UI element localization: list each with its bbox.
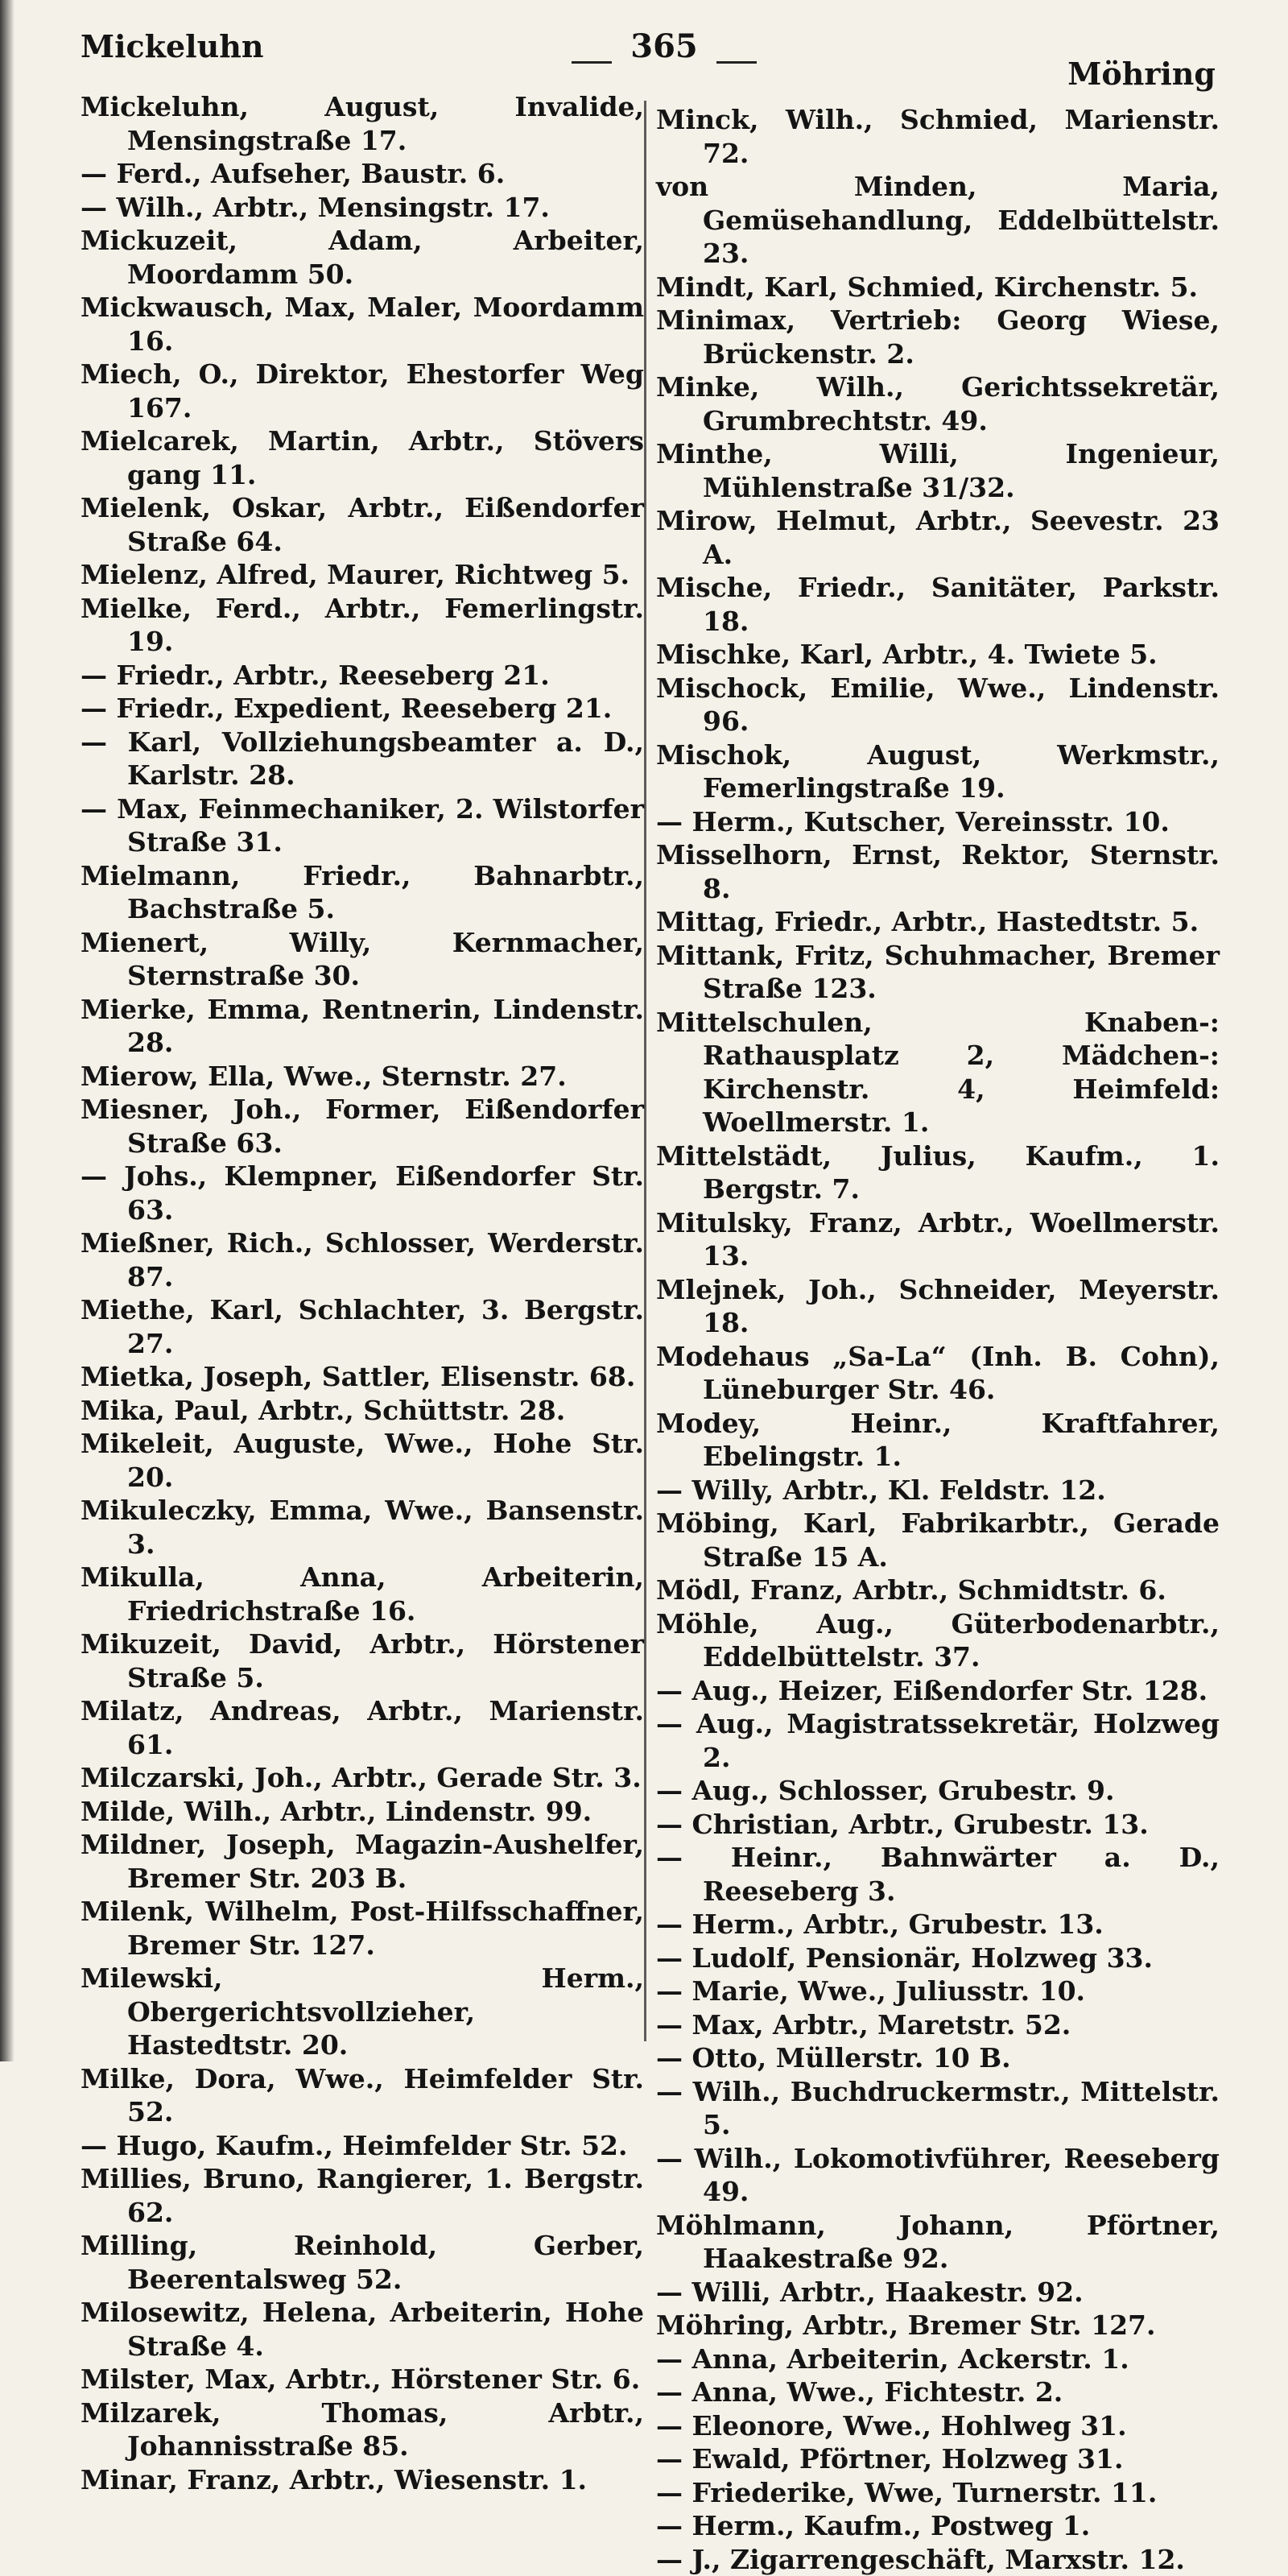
directory-entry: — Wilh., Lokomotivführer, Reeseberg 49.	[656, 2142, 1220, 2209]
directory-entry: — Marie, Wwe., Juliusstr. 10.	[656, 1974, 1220, 2008]
directory-entry: — Wilh., Arbtr., Mensingstr. 17.	[80, 191, 644, 225]
directory-entry: — Willi, Arbtr., Haakestr. 92.	[656, 2276, 1220, 2309]
directory-entry: Miesner, Joh., Former, Eißendorfer Straße 63.	[80, 1093, 644, 1160]
left-column	[80, 90, 644, 2496]
directory-entry: Miech, O., Direktor, Ehestorfer Weg 167.	[80, 358, 644, 424]
header-first-entry: Mickeluhn	[80, 23, 263, 71]
directory-entry: Minimax, Vertrieb: Georg Wiese, Brückenstr. 2.	[656, 304, 1220, 370]
directory-entry: — Christian, Arbtr., Grubestr. 13.	[656, 1808, 1220, 1842]
directory-entry: — Anna, Wwe., Fichtestr. 2.	[656, 2375, 1220, 2409]
directory-entry: — Max, Feinmechaniker, 2. Wilstorfer Straße 31.	[80, 792, 644, 859]
directory-entry: Mittag, Friedr., Arbtr., Hastedtstr. 5.	[656, 905, 1220, 939]
directory-entry: — Ewald, Pförtner, Holzweg 31.	[656, 2442, 1220, 2476]
directory-entry: Milewski, Herm., Obergerichtsvollzieher, Hastedtstr. 20.	[80, 1962, 644, 2062]
directory-entry: Mischke, Karl, Arbtr., 4. Twiete 5.	[656, 638, 1220, 672]
directory-entry: Mickeluhn, August, Invalide, Mensingstraße 17.	[80, 90, 644, 157]
directory-entry: — Friedr., Expedient, Reeseberg 21.	[80, 692, 644, 726]
directory-entry: Mielcarek, Martin, Arbtr., Stövers gang 11.	[80, 424, 644, 491]
directory-entry: Mlejnek, Joh., Schneider, Meyerstr. 18.	[656, 1273, 1220, 1340]
directory-entry: — Wilh., Buchdruckermstr., Mittelstr. 5.	[656, 2075, 1220, 2142]
directory-entry: Milosewitz, Helena, Arbeiterin, Hohe Straße 4.	[80, 2296, 644, 2363]
directory-entry: Mildner, Joseph, Magazin-Aushelfer, Bremer Str. 203 B.	[80, 1828, 644, 1895]
directory-entry: Modehaus „Sa-La“ (Inh. B. Cohn), Lüneburger Str. 46.	[656, 1340, 1220, 1407]
directory-entry: Möhlmann, Johann, Pförtner, Haakestraße 92.	[656, 2209, 1220, 2276]
directory-entry: Mierke, Emma, Rentnerin, Lindenstr. 28.	[80, 993, 644, 1060]
directory-entry: Mische, Friedr., Sanitäter, Parkstr. 18.	[656, 571, 1220, 638]
directory-entry: — Heinr., Bahnwärter a. D., Reeseberg 3.	[656, 1841, 1220, 1908]
directory-entry: — Max, Arbtr., Maretstr. 52.	[656, 2008, 1220, 2042]
directory-entry: Mittank, Fritz, Schuhmacher, Bremer Straße 123.	[656, 939, 1220, 1006]
directory-entry: Möbing, Karl, Fabrikarbtr., Gerade Straße 15 A.	[656, 1507, 1220, 1573]
directory-entry: Mierow, Ella, Wwe., Sternstr. 27.	[80, 1060, 644, 1094]
directory-entry: — Ludolf, Pensionär, Holzweg 33.	[656, 1941, 1220, 1975]
directory-entry: Mittelstädt, Julius, Kaufm., 1. Bergstr. 7.	[656, 1139, 1220, 1206]
page-number: 365	[596, 23, 733, 71]
directory-entry: — Otto, Müllerstr. 10 B.	[656, 2041, 1220, 2075]
directory-entry: Milenk, Wilhelm, Post-Hilfsschaffner, Bremer Str. 127.	[80, 1895, 644, 1962]
right-column	[656, 103, 1220, 2576]
directory-entry: Mielke, Ferd., Arbtr., Femerlingstr. 19.	[80, 592, 644, 659]
directory-entry: Minke, Wilh., Gerichtssekretär, Grumbrechtstr. 49.	[656, 370, 1220, 437]
directory-entry: Milde, Wilh., Arbtr., Lindenstr. 99.	[80, 1795, 644, 1829]
column-divider	[644, 101, 646, 2041]
directory-entry: Mittelschulen, Knaben-: Rathausplatz 2, Mädchen-: Kirchenstr. 4, Heimfeld: Woellmerstr. 1.	[656, 1006, 1220, 1139]
directory-entry: — J., Zigarrengeschäft, Marxstr. 12.	[656, 2543, 1220, 2576]
directory-entry: Miethe, Karl, Schlachter, 3. Bergstr. 27.	[80, 1293, 644, 1360]
directory-entry: — Hugo, Kaufm., Heimfelder Str. 52.	[80, 2129, 644, 2163]
directory-entry: Minthe, Willi, Ingenieur, Mühlenstraße 31/32.	[656, 437, 1220, 504]
directory-entry: Mietka, Joseph, Sattler, Elisenstr. 68.	[80, 1360, 644, 1394]
directory-entry: Möhring, Arbtr., Bremer Str. 127.	[656, 2309, 1220, 2342]
directory-entry: Modey, Heinr., Kraftfahrer, Ebelingstr. 1.	[656, 1407, 1220, 1474]
directory-entry: — Eleonore, Wwe., Hohlweg 31.	[656, 2409, 1220, 2443]
directory-entry: Mika, Paul, Arbtr., Schüttstr. 28.	[80, 1394, 644, 1428]
directory-entry: Mischok, August, Werkmstr., Femerlingstraße 19.	[656, 738, 1220, 805]
directory-entry: Minar, Franz, Arbtr., Wiesenstr. 1.	[80, 2463, 644, 2497]
directory-entry: — Aug., Magistratssekretär, Holzweg 2.	[656, 1707, 1220, 1774]
header-last-entry: Möhring	[1067, 50, 1216, 98]
directory-entry: — Friederike, Wwe, Turnerstr. 11.	[656, 2476, 1220, 2510]
directory-entry: Milster, Max, Arbtr., Hörstener Str. 6.	[80, 2363, 644, 2396]
directory-entry: Mickuzeit, Adam, Arbeiter, Moordamm 50.	[80, 224, 644, 291]
directory-entry: Möhle, Aug., Güterbodenarbtr., Eddelbüttelstr. 37.	[656, 1607, 1220, 1674]
directory-entry: Mödl, Franz, Arbtr., Schmidtstr. 6.	[656, 1573, 1220, 1607]
directory-entry: Mikuleczky, Emma, Wwe., Bansenstr. 3.	[80, 1494, 644, 1561]
directory-entry: Millies, Bruno, Rangierer, 1. Bergstr. 62.	[80, 2162, 644, 2229]
directory-entry: — Karl, Vollziehungsbeamter a. D., Karlstr. 28.	[80, 726, 644, 792]
directory-entry: — Herm., Arbtr., Grubestr. 13.	[656, 1908, 1220, 1941]
directory-entry: von Minden, Maria, Gemüsehandlung, Eddelbüttelstr. 23.	[656, 170, 1220, 271]
directory-entry: — Ferd., Aufseher, Baustr. 6.	[80, 157, 644, 191]
directory-entry: Milzarek, Thomas, Arbtr., Johannisstraße 85.	[80, 2396, 644, 2463]
directory-entry: — Herm., Kaufm., Postweg 1.	[656, 2509, 1220, 2543]
directory-entry: Mitulsky, Franz, Arbtr., Woellmerstr. 13.	[656, 1206, 1220, 1273]
directory-entry: Mikulla, Anna, Arbeiterin, Friedrichstraße 16.	[80, 1561, 644, 1627]
directory-entry: Mielenk, Oskar, Arbtr., Eißendorfer Straße 64.	[80, 491, 644, 558]
directory-entry: Mirow, Helmut, Arbtr., Seevestr. 23 A.	[656, 504, 1220, 571]
directory-entry: Mießner, Rich., Schlosser, Werderstr. 87.	[80, 1226, 644, 1293]
directory-entry: — Aug., Heizer, Eißendorfer Str. 128.	[656, 1674, 1220, 1708]
directory-entry: Milke, Dora, Wwe., Heimfelder Str. 52.	[80, 2062, 644, 2129]
directory-entry: Mischock, Emilie, Wwe., Lindenstr. 96.	[656, 672, 1220, 738]
directory-entry: — Aug., Schlosser, Grubestr. 9.	[656, 1774, 1220, 1808]
directory-entry: Mielmann, Friedr., Bahnarbtr., Bachstraße 5.	[80, 859, 644, 926]
directory-entry: Mielenz, Alfred, Maurer, Richtweg 5.	[80, 558, 644, 592]
directory-entry: Minck, Wilh., Schmied, Marienstr. 72.	[656, 103, 1220, 170]
directory-entry: — Willy, Arbtr., Kl. Feldstr. 12.	[656, 1474, 1220, 1507]
directory-entry: Mindt, Karl, Schmied, Kirchenstr. 5.	[656, 271, 1220, 304]
directory-entry: Milczarski, Joh., Arbtr., Gerade Str. 3.	[80, 1761, 644, 1795]
directory-entry: Misselhorn, Ernst, Rektor, Sternstr. 8.	[656, 838, 1220, 905]
directory-entry: Mikuzeit, David, Arbtr., Hörstener Straße 5.	[80, 1627, 644, 1694]
directory-entry: — Herm., Kutscher, Vereinsstr. 10.	[656, 805, 1220, 839]
directory-entry: — Johs., Klempner, Eißendorfer Str. 63.	[80, 1160, 644, 1226]
directory-entry: — Anna, Arbeiterin, Ackerstr. 1.	[656, 2342, 1220, 2376]
directory-entry: Mickwausch, Max, Maler, Moordamm 16.	[80, 291, 644, 358]
directory-entry: Mienert, Willy, Kernmacher, Sternstraße 30.	[80, 926, 644, 993]
scan-edge	[0, 0, 14, 2061]
directory-entry: — Friedr., Arbtr., Reeseberg 21.	[80, 659, 644, 693]
directory-entry: Milatz, Andreas, Arbtr., Marienstr. 61.	[80, 1694, 644, 1761]
directory-entry: Mikeleit, Auguste, Wwe., Hohe Str. 20.	[80, 1427, 644, 1494]
directory-entry: Milling, Reinhold, Gerber, Beerentalsweg 52.	[80, 2229, 644, 2296]
